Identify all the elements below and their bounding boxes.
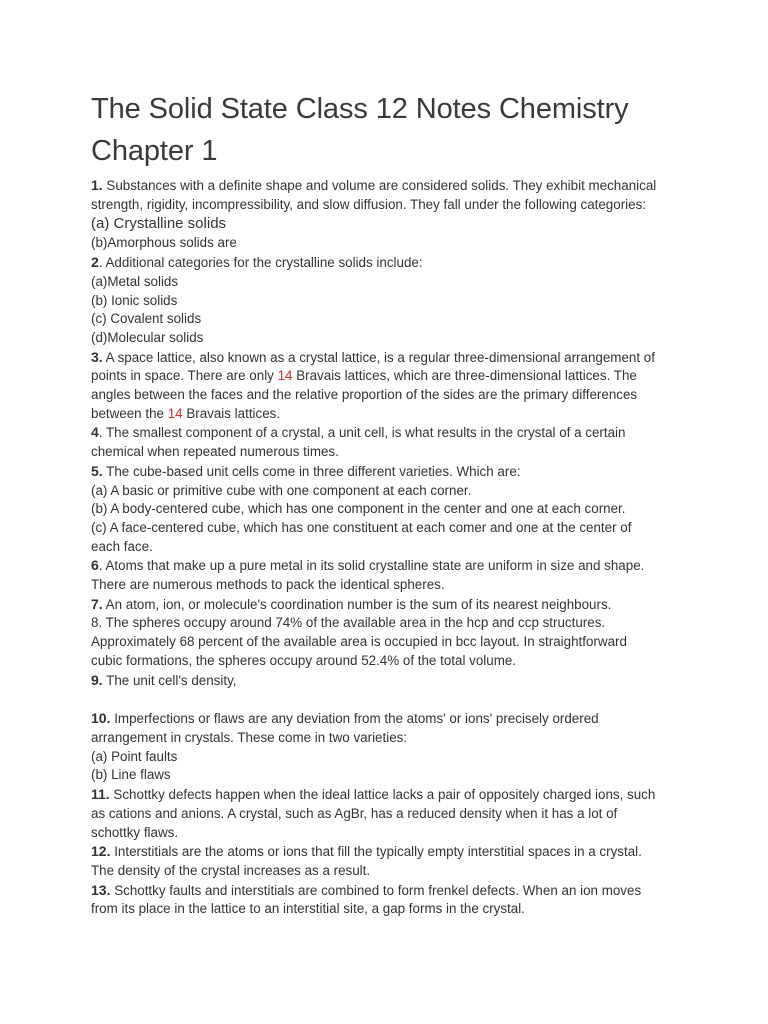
text-line: Interstitials are the atoms or ions that fill the typically empty interstitial spaces in a crystal. [110, 844, 642, 860]
paragraph-13 [91, 881, 680, 919]
text-line: The density of the crystal increases as a result. [91, 862, 371, 878]
paragraph-6 [91, 556, 680, 594]
text-line: between the [91, 405, 168, 421]
highlight-number: 14 [277, 368, 293, 384]
paragraph-4 [91, 423, 680, 461]
text-line: . The smallest component of a crystal, a unit cell, is what results in the crystal of a certain [98, 425, 626, 441]
text-line: The unit cell's density, [102, 672, 237, 688]
item-number: 6 [91, 557, 99, 574]
list-item: (b) Line flaws [91, 767, 171, 783]
text-line: The cube-based unit cells come in three different varieties. Which are: [102, 463, 521, 479]
text-line: angles between the faces and the relative proportion of the sides are the primary differences [91, 387, 638, 403]
text-line: Schottky defects happen when the ideal lattice lacks a pair of oppositely charged ions, such [109, 787, 656, 803]
list-item: (a) A basic or primitive cube with one component at each corner. [91, 482, 472, 498]
item-number: 11. [91, 786, 110, 803]
text-line: as cations and anions. A crystal, such as AgBr, has a reduced density when it has a lot of [91, 805, 618, 821]
text-line: Bravais lattices, which are three-dimensional lattices. The [292, 368, 637, 384]
text-line: chemical when repeated numerous times. [91, 444, 339, 460]
item-number: 7. [91, 595, 103, 612]
text-line: strength, rigidity, incompressibility, and slow diffusion. They fall under the following categories: [91, 196, 646, 212]
title-line-1: The Solid State Class 12 Notes Chemistry [91, 93, 629, 125]
item-number: 13. [91, 881, 111, 898]
item-number: 5. [91, 462, 103, 479]
list-item: (d)Molecular solids [91, 329, 204, 345]
paragraph-11 [91, 785, 680, 842]
paragraph-7 [91, 595, 680, 615]
title-line-2: Chapter 1 [91, 135, 218, 167]
item-number: 10. [91, 710, 111, 727]
item-number: 1. [91, 177, 103, 193]
text-line: . Additional categories for the crystalline solids include: [98, 255, 423, 271]
list-item: (c) A face-centered cube, which has one constituent at each comer and one at the center of [91, 519, 632, 535]
list-item: (b)Amorphous solids are [91, 235, 237, 251]
text-line: Imperfections or flaws are any deviation from the atoms' or ions' precisely ordered [110, 711, 599, 727]
text-line: points in space. There are only [91, 368, 278, 384]
text-line: Substances with a definite shape and volume are considered solids. They exhibit mechanical [102, 178, 657, 193]
text-line: Schottky faults and interstitials are combined to form frenkel defects. When an ion moves [110, 882, 642, 898]
paragraph-2 [91, 253, 680, 348]
list-item: (a) Crystalline solids [91, 215, 227, 233]
text-line: An atom, ion, or molecule's coordination number is the sum of its nearest neighbours. [102, 596, 612, 612]
highlight-number: 14 [167, 405, 183, 421]
list-item: (b) Ionic solids [91, 292, 178, 308]
text-line: 8. The spheres occupy around 74% of the available area in the hcp and ccp structures. [91, 615, 606, 631]
list-item: (b) A body-centered cube, which has one component in the center and one at each corner. [91, 501, 626, 517]
text-line: schottky flaws. [91, 824, 179, 840]
spacer [91, 690, 680, 709]
paragraph-9 [91, 671, 680, 691]
item-number: 3. [91, 348, 103, 365]
text-line: Bravais lattices. [182, 405, 281, 421]
paragraph-5 [91, 462, 680, 557]
paragraph-8 [91, 614, 680, 670]
item-number: 4 [91, 424, 99, 441]
text-line: A space lattice, also known as a crystal lattice, is a regular three-dimensional arrangement of [102, 349, 655, 365]
list-item: (c) Covalent solids [91, 311, 202, 327]
list-item: (a)Metal solids [91, 273, 179, 289]
text-line: cubic formations, the spheres occupy around 52.4% of the total volume. [91, 652, 517, 668]
paragraph-1 [91, 176, 680, 253]
text-line: There are numerous methods to pack the identical spheres. [91, 577, 445, 593]
text-line: arrangement in crystals. These come in two varieties: [91, 729, 408, 745]
page-title [91, 88, 680, 172]
paragraph-12 [91, 842, 680, 880]
text-line: Approximately 68 percent of the available area is occupied in bcc layout. In straightforward [91, 634, 627, 650]
list-item: each face. [91, 538, 153, 554]
list-item: (a) Point faults [91, 748, 178, 764]
item-number: 12. [91, 843, 111, 860]
paragraph-10 [91, 709, 680, 785]
text-line: . Atoms that make up a pure metal in its solid crystalline state are uniform in size and shape. [98, 558, 645, 574]
item-number: 2 [91, 254, 99, 271]
paragraph-3 [91, 348, 680, 424]
item-number: 9. [91, 671, 103, 688]
text-line: from its place in the lattice to an interstitial site, a gap forms in the crystal. [91, 901, 525, 917]
